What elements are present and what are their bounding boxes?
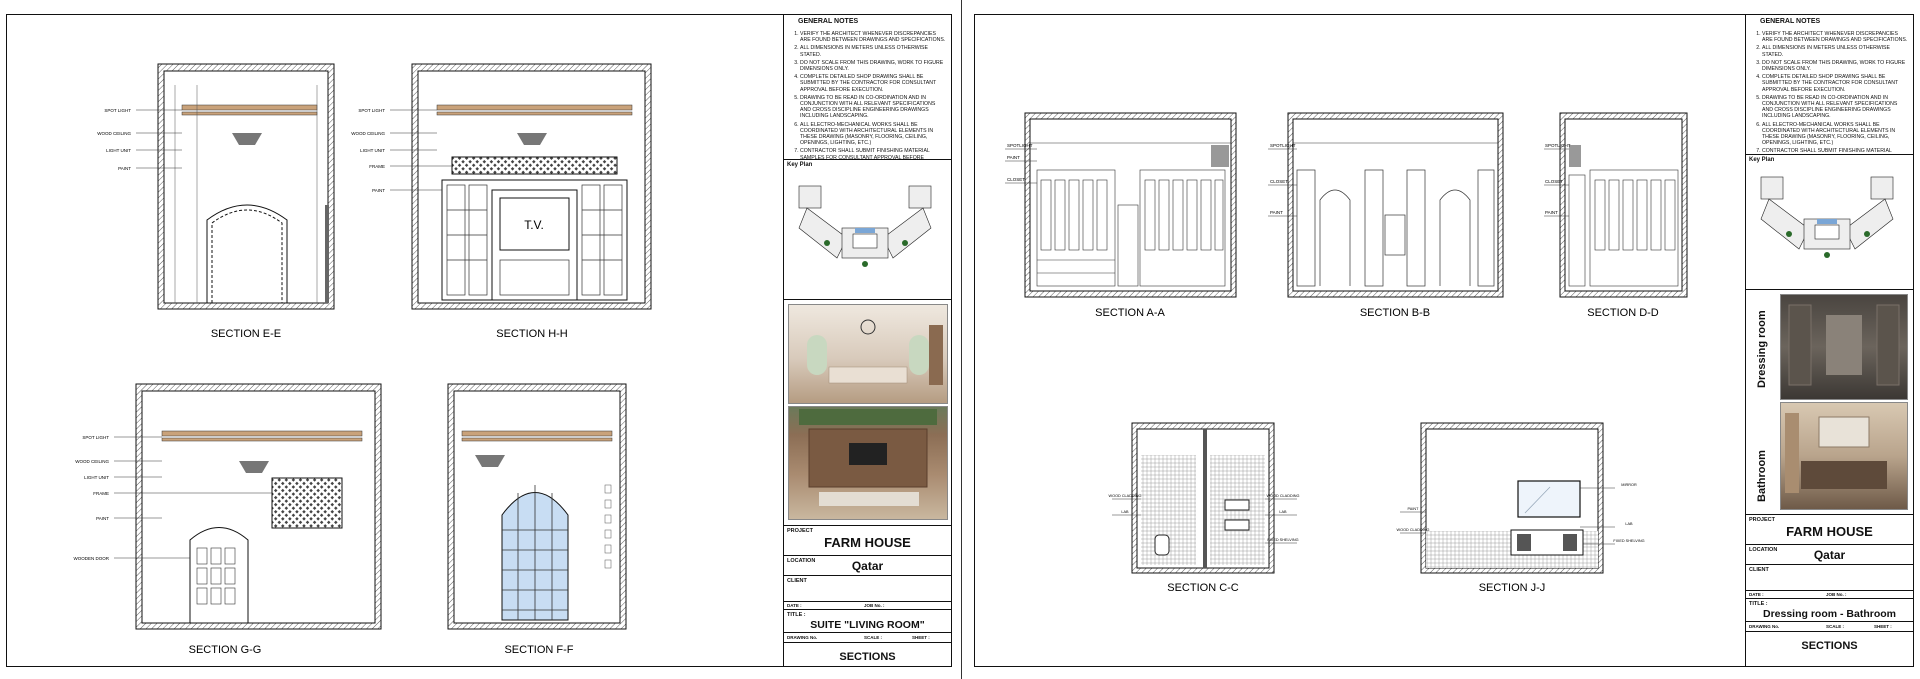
right-note-4: 4. COMPLETE DETAILED SHOP DRAWING SHALL BE SUBMITTED BY THE CONTRACTOR FOR CONSULTANT APPROVAL BEFORE EXECUTION. xyxy=(1762,74,1909,93)
section-a-a-title: SECTION A-A xyxy=(1095,307,1165,319)
right-title-value: Dressing room - Bathroom xyxy=(1762,608,1896,620)
right-title-row xyxy=(1746,599,1913,622)
general-notes xyxy=(784,15,951,160)
section-b-b-drawing xyxy=(1268,113,1503,297)
title-row xyxy=(784,610,951,633)
note-7: 7. CONTRACTOR SHALL SUBMIT FINISHING MATERIAL SAMPLES FOR CONSULTANT APPROVAL BEFORE xyxy=(800,148,947,160)
right-key-plan xyxy=(1746,155,1913,290)
cc-label-wood-cladding-right: WOOD CLADDING xyxy=(1266,494,1300,498)
drawing-label: DRAWING No. xyxy=(787,635,818,640)
dressing-room-render-image xyxy=(1780,294,1908,400)
key-plan-diagram xyxy=(787,168,947,288)
client-row xyxy=(784,576,951,602)
left-title-block xyxy=(783,15,951,666)
right-scale-label: SCALE : xyxy=(1826,624,1844,629)
footer-row xyxy=(784,643,951,665)
right-project-row xyxy=(1746,515,1913,545)
note-6: 6. ALL ELECTRO-MECHANICAL WORKS SHALL BE COORDINATED WITH ARCHITECTURAL ELEMENTS IN THESE DRAWING (MASONRY, FLOORING, CEILING, OPENINGS, LIGHTING, ETC.) xyxy=(800,122,947,147)
note-4: 4. COMPLETE DETAILED SHOP DRAWING SHALL BE SUBMITTED BY THE CONTRACTOR FOR CONSULTANT APPROVAL BEFORE EXECUTION. xyxy=(800,74,947,93)
right-date-row xyxy=(1746,591,1913,599)
location-label: LOCATION xyxy=(787,558,816,564)
section-b-b-title: SECTION B-B xyxy=(1359,307,1431,319)
section-g-g-drawing xyxy=(114,384,381,629)
right-renders-panel xyxy=(1746,290,1913,515)
jj-label-paint: PAINT xyxy=(1407,507,1419,511)
section-h-h-title: SECTION H-H xyxy=(496,328,568,340)
general-notes-title: GENERAL NOTES xyxy=(798,18,859,25)
aa-label-paint: PAINT xyxy=(1007,155,1020,160)
right-sheet-footer-title: SECTIONS xyxy=(1801,640,1858,652)
right-general-notes-title: GENERAL NOTES xyxy=(1760,18,1821,25)
section-c-c-drawing xyxy=(1112,423,1297,573)
cc-label-wood-cladding-left: WOOD CLADDING xyxy=(1108,494,1142,498)
right-note-6: 6. ALL ELECTRO-MECHANICAL WORKS SHALL BE COORDINATED WITH ARCHITECTURAL ELEMENTS IN THESE DRAWING (MASONRY, FLOORING, CEILING, OPENINGS, LIGHTING, ETC.) xyxy=(1762,122,1909,147)
location-value: Qatar xyxy=(851,559,884,573)
client-label: CLIENT xyxy=(787,578,807,584)
right-job-label: JOB No. : xyxy=(1826,592,1847,597)
note-5: 5. DRAWING TO BE READ IN CO-ORDINATION AND IN CONJUNCTION WITH ALL RELEVANT SPECIFICATIONS AND CROSS DISCIPLINE ENGINEERING DRAWINGS INCLUDING LANDSCAPING. xyxy=(800,95,947,120)
right-client-label: CLIENT xyxy=(1749,567,1769,573)
right-title-block xyxy=(1745,15,1913,666)
section-d-d-title: SECTION D-D xyxy=(1587,307,1659,319)
sheet-label: SHEET : xyxy=(912,635,930,640)
section-e-e-title: SECTION E-E xyxy=(210,328,282,340)
section-f-f-title: SECTION F-F xyxy=(504,644,574,656)
left-sections-drawing xyxy=(7,15,785,665)
note-1: 1. VERIFY THE ARCHITECT WHENEVER DISCREPANCIES ARE FOUND BETWEEN DRAWINGS AND SPECIFICATIONS. xyxy=(800,31,947,43)
right-footer-row xyxy=(1746,632,1913,654)
section-d-d-drawing xyxy=(1544,113,1687,297)
scale-label: SCALE : xyxy=(864,635,882,640)
hh-label-wood-ceiling: WOOD CEILING xyxy=(351,131,385,136)
date-row xyxy=(784,602,951,610)
right-client-row xyxy=(1746,565,1913,591)
cc-label-lab-right: LAB xyxy=(1279,510,1287,514)
section-g-g-title: SECTION G-G xyxy=(188,644,262,656)
right-location-value: Qatar xyxy=(1813,548,1846,562)
drawing-row xyxy=(784,633,951,643)
right-note-2: 2. ALL DIMENSIONS IN METERS UNLESS OTHERWISE STATED. xyxy=(1762,45,1909,57)
right-note-7: 7. CONTRACTOR SHALL SUBMIT FINISHING MATERIAL xyxy=(1762,148,1909,155)
bathroom-render-image xyxy=(1780,402,1908,510)
note-3: 3. DO NOT SCALE FROM THIS DRAWING, WORK TO FIGURE DIMENSIONS ONLY. xyxy=(800,60,947,72)
note-2: 2. ALL DIMENSIONS IN METERS UNLESS OTHERWISE STATED. xyxy=(800,45,947,57)
right-location-row xyxy=(1746,545,1913,565)
date-label: DATE : xyxy=(787,603,802,608)
right-drawing-label: DRAWING No. xyxy=(1749,624,1780,629)
dressing-room-render-label: Dressing room xyxy=(1756,310,1768,388)
jj-label-lab: LAB xyxy=(1625,522,1633,526)
ee-label-light-unit: LIGHT UNIT xyxy=(106,148,131,153)
right-location-label: LOCATION xyxy=(1749,547,1778,553)
cc-label-fixed-shelving: FIXED SHELVING xyxy=(1267,538,1299,542)
bb-label-spotlight: SPOTLIGHT xyxy=(1270,143,1296,148)
right-key-plan-diagram xyxy=(1749,163,1909,278)
cc-label-lab-left: LAB xyxy=(1121,510,1129,514)
right-drawing-sheet xyxy=(974,14,1914,667)
project-label: PROJECT xyxy=(787,528,813,534)
right-note-5: 5. DRAWING TO BE READ IN CO-ORDINATION AND IN CONJUNCTION WITH ALL RELEVANT SPECIFICATIONS AND CROSS DISCIPLINE ENGINEERING DRAWINGS INCLUDING LANDSCAPING. xyxy=(1762,95,1909,120)
section-f-f-drawing xyxy=(448,384,626,629)
ee-label-wood-ceiling: WOOD CEILING xyxy=(97,131,131,136)
job-label: JOB No. : xyxy=(864,603,885,608)
ee-label-spot-light: SPOT LIGHT xyxy=(104,108,131,113)
key-plan xyxy=(784,160,951,300)
right-key-plan-title: Key Plan xyxy=(1749,157,1775,163)
gg-label-frame: FRAME xyxy=(93,491,109,496)
hh-label-paint: PAINT xyxy=(372,188,385,193)
gg-label-wooden-door: WOODEN DOOR xyxy=(73,556,109,561)
right-project-name: FARM HOUSE xyxy=(1786,524,1873,539)
living-room-render-image xyxy=(788,304,948,404)
sheet-divider xyxy=(961,0,962,679)
right-sections-drawing xyxy=(975,15,1747,665)
dd-label-spotlight: SPOTLIGHT xyxy=(1545,143,1571,148)
right-note-1: 1. VERIFY THE ARCHITECT WHENEVER DISCREPANCIES ARE FOUND BETWEEN DRAWINGS AND SPECIFICATIONS. xyxy=(1762,31,1909,43)
right-note-3: 3. DO NOT SCALE FROM THIS DRAWING, WORK TO FIGURE DIMENSIONS ONLY. xyxy=(1762,60,1909,72)
right-general-notes xyxy=(1746,15,1913,155)
gg-label-paint: PAINT xyxy=(96,516,109,521)
title-label: TITLE : xyxy=(787,612,806,618)
bb-label-closet: CLOSET xyxy=(1270,179,1289,184)
section-j-j-title: SECTION J-J xyxy=(1478,582,1546,594)
bathroom-render-label: Bathroom xyxy=(1756,450,1768,502)
section-a-a-drawing xyxy=(1005,113,1236,297)
section-e-e-drawing xyxy=(136,64,334,309)
hh-label-frame: FRAME xyxy=(369,164,385,169)
section-j-j-drawing xyxy=(1400,423,1615,573)
renders-panel xyxy=(784,300,951,526)
aa-label-closet: CLOSET xyxy=(1007,177,1026,182)
aa-label-spotlight: SPOTLIGHT xyxy=(1007,143,1033,148)
hh-label-light-unit: LIGHT UNIT xyxy=(360,148,385,153)
right-date-label: DATE : xyxy=(1749,592,1764,597)
jj-label-mirror: MIRROR xyxy=(1621,483,1637,487)
dd-label-paint: PAINT xyxy=(1545,210,1558,215)
section-c-c-title: SECTION C-C xyxy=(1167,582,1239,594)
project-row xyxy=(784,526,951,556)
section-h-h-drawing xyxy=(390,64,651,309)
key-plan-title: Key Plan xyxy=(787,162,813,168)
ee-label-paint: PAINT xyxy=(118,166,131,171)
right-project-label: PROJECT xyxy=(1749,517,1775,523)
bb-label-paint: PAINT xyxy=(1270,210,1283,215)
jj-label-wood-cladding: WOOD CLADDING xyxy=(1396,528,1430,532)
gg-label-light-unit: LIGHT UNIT xyxy=(84,475,109,480)
hh-label-spot-light: SPOT LIGHT xyxy=(358,108,385,113)
right-title-label: TITLE : xyxy=(1749,601,1768,607)
gg-label-spot-light: SPOT LIGHT xyxy=(82,435,109,440)
right-drawing-row xyxy=(1746,622,1913,632)
project-name: FARM HOUSE xyxy=(824,535,911,550)
tv-label: T.V. xyxy=(524,218,544,232)
dd-label-closet: CLOSET xyxy=(1545,179,1564,184)
location-row xyxy=(784,556,951,576)
left-drawing-sheet xyxy=(6,14,952,667)
right-sheet-label: SHEET : xyxy=(1874,624,1892,629)
sheet-footer-title: SECTIONS xyxy=(839,651,896,663)
tv-wall-render-image xyxy=(788,406,948,520)
jj-label-fixed-shelving: FIXED SHELVING xyxy=(1613,539,1645,543)
title-value: SUITE "LIVING ROOM" xyxy=(810,619,925,631)
gg-label-wood-ceiling: WOOD CEILING xyxy=(75,459,109,464)
